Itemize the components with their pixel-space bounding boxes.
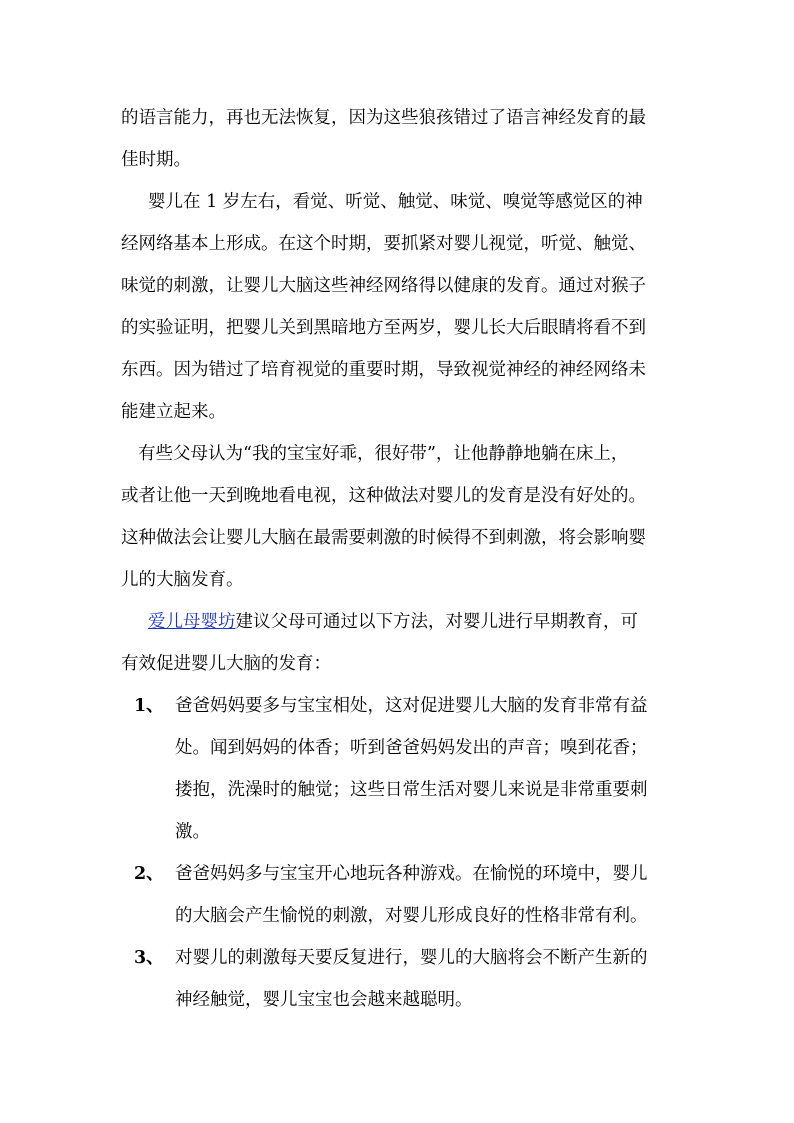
- list-item-1-line-4: 激。: [175, 822, 210, 842]
- paragraph-2-line-1: 婴儿在 1 岁左右，看觉、听觉、触觉、味觉、嗅觉等感觉区的神: [148, 192, 643, 212]
- paragraph-2-line-3: 味觉的刺激，让婴儿大脑这些神经网络得以健康的发育。通过对猴子: [121, 276, 646, 296]
- list-item-3-line-1: 对婴儿的刺激每天要反复进行，婴儿的大脑将会不断产生新的: [175, 948, 648, 968]
- paragraph-4-line-2: 有效促进婴儿大脑的发育：: [121, 654, 331, 674]
- paragraph-2-line-4: 的实验证明，把婴儿关到黑暗地方至两岁，婴儿长大后眼睛将看不到: [121, 318, 646, 338]
- paragraph-2-line-5: 东西。因为错过了培育视觉的重要时期，导致视觉神经的神经网络未: [121, 360, 646, 380]
- paragraph-3-line-1: 有些父母认为“我的宝宝好乖，很好带”，让他静静地躺在床上，: [138, 444, 629, 464]
- paragraph-1-line-1: 的语言能力，再也无法恢复，因为这些狼孩错过了语言神经发育的最: [121, 108, 646, 128]
- paragraph-4-line-1: [148, 610, 681, 634]
- paragraph-3-line-2: 或者让他一天到晚地看电视，这种做法对婴儿的发育是没有好处的。: [121, 486, 646, 506]
- paragraph-2-line-6: 能建立起来。: [121, 402, 226, 422]
- aier-muyingfang-link[interactable]: 爱儿母婴坊: [148, 612, 236, 632]
- paragraph-4-line-1-text: 建议父母可通过以下方法，对婴儿进行早期教育，可: [235, 612, 638, 632]
- list-item-3-line-2: 神经触觉，婴儿宝宝也会越来越聪明。: [175, 990, 473, 1010]
- list-item-2-line-1: 爸爸妈妈多与宝宝开心地玩各种游戏。在愉悦的环境中，婴儿: [175, 864, 648, 884]
- list-item-1-line-2: 处。闻到妈妈的体香；听到爸爸妈妈发出的声音；嗅到花香；: [175, 738, 648, 758]
- paragraph-2-line-2: 经网络基本上形成。在这个时期，要抓紧对婴儿视觉，听觉、触觉、: [121, 234, 646, 254]
- paragraph-3-line-3: 这种做法会让婴儿大脑在最需要刺激的时候得不到刺激，将会影响婴: [121, 528, 646, 548]
- list-item-2-number: 2、: [134, 864, 164, 884]
- paragraph-3-line-4: 儿的大脑发育。: [121, 570, 244, 590]
- list-item-3-number: 3、: [134, 948, 164, 968]
- list-item-1-line-1: 爸爸妈妈要多与宝宝相处，这对促进婴儿大脑的发育非常有益: [175, 696, 648, 716]
- list-item-1-line-3: 搂抱，洗澡时的触觉；这些日常生活对婴儿来说是非常重要刺: [175, 780, 648, 800]
- list-item-2-line-2: 的大脑会产生愉悦的刺激，对婴儿形成良好的性格非常有利。: [175, 906, 648, 926]
- paragraph-1-line-2: 佳时期。: [121, 150, 191, 170]
- list-item-1-number: 1、: [134, 696, 164, 716]
